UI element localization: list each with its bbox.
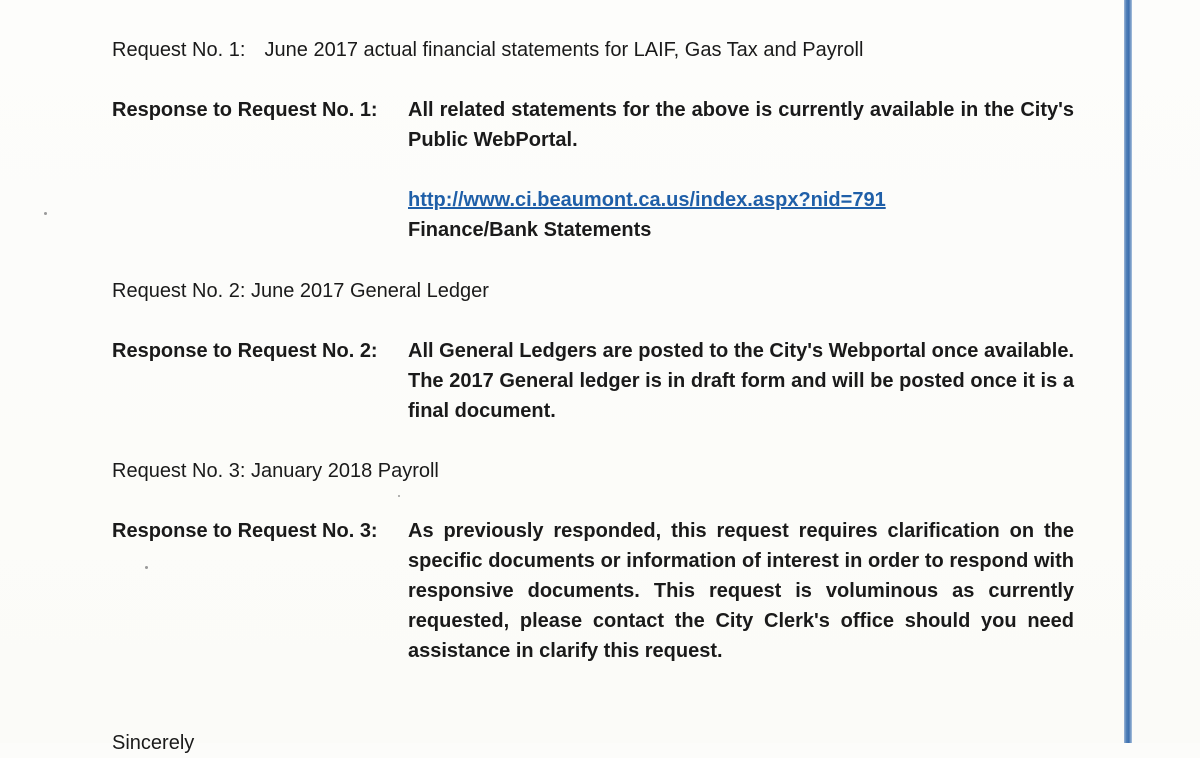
scan-speck: [44, 212, 47, 215]
response-1-text: All related statements for the above is currently available in the City's Public WebPortal.: [408, 99, 1074, 151]
response-1-label: Response to Request No. 1:: [112, 99, 378, 121]
request-2-label: Request No. 2:: [112, 280, 246, 302]
response-1-link-line: [408, 185, 886, 215]
request-1-label: Request No. 1:: [112, 39, 246, 61]
request-3: [112, 456, 439, 486]
scan-speck: [145, 566, 148, 569]
response-1-link-caption: Finance/Bank Statements: [408, 219, 652, 241]
margin-rule: [1124, 0, 1132, 743]
scan-speck: [398, 495, 400, 497]
request-1-text: June 2017 actual financial statements for LAIF, Gas Tax and Payroll: [264, 39, 864, 61]
webportal-link[interactable]: http://www.ci.beaumont.ca.us/index.aspx?nid=791: [408, 189, 886, 211]
request-3-text: January 2018 Payroll: [250, 460, 439, 482]
response-3-text: As previously responded, this request requires clarification on the specific documents or information of interest in order to respond with responsive documents. This request is voluminous as currently requested, please contact the City Clerk's office should you need assistance in clarify this request.: [408, 520, 1074, 662]
request-2: [112, 276, 489, 306]
response-3-label: Response to Request No. 3:: [112, 520, 378, 542]
response-2-text: All General Ledgers are posted to the City's Webportal once available. The 2017 General ledger is in draft form and will be posted once it is a final document.: [408, 340, 1074, 422]
closing: Sincerely: [112, 732, 195, 754]
request-3-label: Request No. 3:: [112, 460, 246, 482]
request-1: [112, 35, 863, 65]
request-2-text: June 2017 General Ledger: [250, 280, 489, 302]
response-2-label: Response to Request No. 2:: [112, 340, 378, 362]
